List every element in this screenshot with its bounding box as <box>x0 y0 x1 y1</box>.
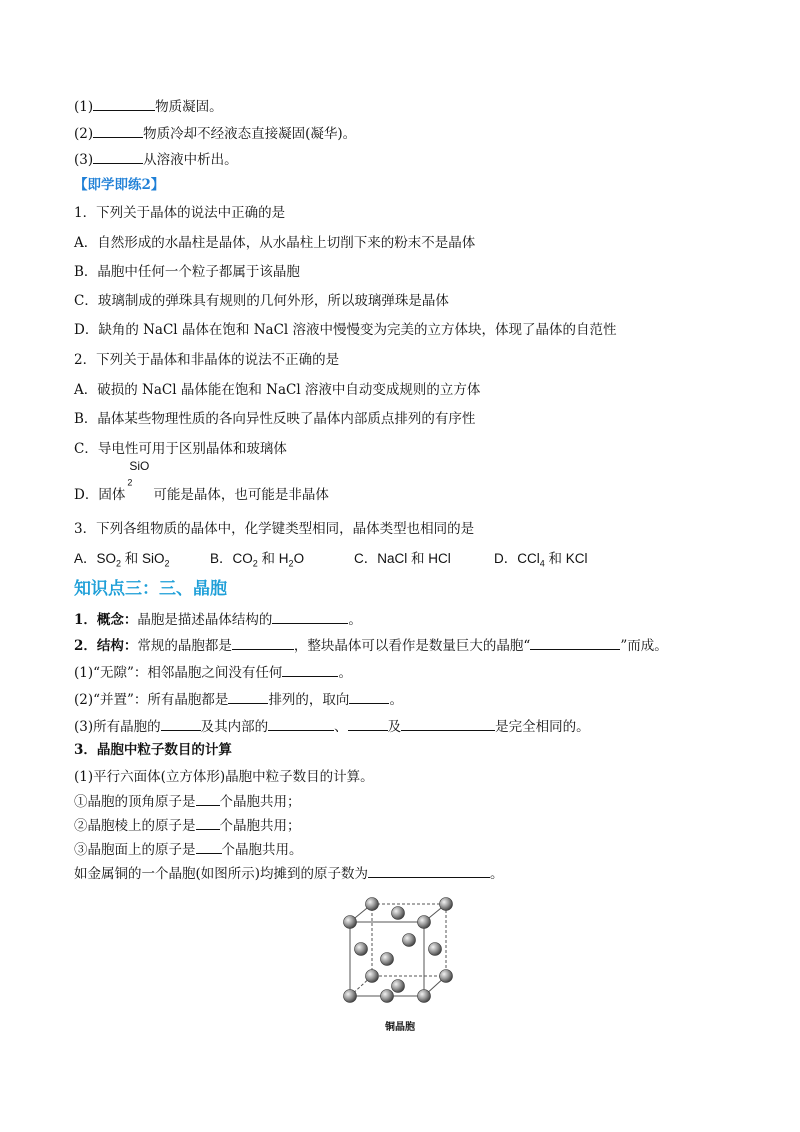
face-atom <box>381 953 394 966</box>
concept-line: 1．概念：晶胞是描述晶体结构的 。 <box>74 612 362 628</box>
answer-blank[interactable] <box>232 636 294 650</box>
item-number: (1) <box>74 99 94 115</box>
practice-heading: 【即学即练2】 <box>74 177 165 193</box>
face-atom <box>392 907 405 920</box>
fill-line-3 <box>74 150 238 169</box>
fill-line-1 <box>74 97 223 116</box>
option-2c[interactable]: C．导电性可用于区别晶体和玻璃体 <box>74 441 287 457</box>
face-atom <box>403 934 416 947</box>
copper-unit-cell-figure <box>330 890 470 1035</box>
answer-blank[interactable] <box>228 690 268 704</box>
answer-blank[interactable] <box>401 717 495 731</box>
calc-face: ③晶胞面上的原子是 个晶胞共用。 <box>74 842 303 858</box>
face-atom <box>381 990 394 1003</box>
answer-blank[interactable] <box>349 690 389 704</box>
options-3 <box>74 550 588 573</box>
answer-blank[interactable] <box>282 663 338 677</box>
calc-vertex: ①晶胞的顶角原子是 个晶胞共用； <box>74 794 301 810</box>
corner-atom <box>344 916 357 929</box>
calc-copper: 如金属铜的一个晶胞(如图所示)均摊到的原子数为 。 <box>74 866 504 882</box>
corner-atom <box>440 970 453 983</box>
answer-blank[interactable] <box>196 840 222 854</box>
sio2-formula: SiO $_2$ <box>127 459 150 488</box>
answer-blank[interactable] <box>93 124 143 138</box>
answer-blank[interactable] <box>272 610 348 624</box>
fill-line-2 <box>74 124 356 143</box>
answer-blank[interactable] <box>93 97 155 111</box>
option-1d[interactable]: D．缺角的 NaCl 晶体在饱和 NaCl 溶液中慢慢变为完美的立方体块，体现了晶体的自范性 <box>74 322 617 338</box>
figure-caption: 铜晶胞 <box>385 1022 415 1033</box>
option-1a[interactable]: A．自然形成的水晶柱是晶体，从水晶柱上切削下来的粉末不是晶体 <box>74 235 476 251</box>
calc-edge: ②晶胞棱上的原子是 个晶胞共用； <box>74 818 301 834</box>
question-1: 1．下列关于晶体的说法中正确的是 <box>74 205 286 221</box>
fcc-cell-diagram <box>330 890 470 1015</box>
face-atom <box>429 943 442 956</box>
answer-blank[interactable] <box>161 717 201 731</box>
answer-blank[interactable] <box>196 816 220 830</box>
structure-3: (3)所有晶胞的 及其内部的 、 及 是完全相同的。 <box>74 719 590 735</box>
corner-atom <box>366 898 379 911</box>
answer-blank[interactable] <box>368 864 490 878</box>
question-3: 3．下列各组物质的晶体中，化学键类型相同，晶体类型也相同的是 <box>74 521 475 537</box>
option-1c[interactable]: C．玻璃制成的弹珠具有规则的几何外形，所以玻璃弹珠是晶体 <box>74 293 449 309</box>
option-3d[interactable]: D．CCl$_4$ 和 KCl <box>494 551 588 569</box>
answer-blank[interactable] <box>93 150 143 164</box>
corner-atom <box>418 990 431 1003</box>
option-2b[interactable]: B．晶体某些物理性质的各向异性反映了晶体内部质点排列的有序性 <box>74 411 476 427</box>
corner-atom <box>440 898 453 911</box>
answer-blank[interactable] <box>268 717 334 731</box>
item-number: (3) <box>74 152 94 168</box>
question-2: 2．下列关于晶体和非晶体的说法不正确的是 <box>74 352 340 368</box>
face-atom <box>392 980 405 993</box>
calc-heading: 3．晶胞中粒子数目的计算 <box>74 742 232 758</box>
corner-atom <box>366 970 379 983</box>
face-atom <box>355 943 368 956</box>
option-2d[interactable]: D．固体 SiO $_2$ 可能是晶体，也可能是非晶体 <box>74 459 329 503</box>
option-2a[interactable]: A．破损的 NaCl 晶体能在饱和 NaCl 溶液中自动变成规则的立方体 <box>74 382 481 398</box>
structure-1: (1)“无隙”：相邻晶胞之间没有任何 。 <box>74 665 352 681</box>
line-text: 物质冷却不经液态直接凝固(凝华)。 <box>143 126 357 142</box>
section-title: 知识点三：三、晶胞 <box>74 579 227 599</box>
line-text: 物质凝固。 <box>155 99 223 115</box>
answer-blank[interactable] <box>348 717 388 731</box>
option-3c[interactable]: C．NaCl 和 HCl <box>354 551 451 566</box>
calc-1: (1)平行六面体(立方体形)晶胞中粒子数目的计算。 <box>74 769 374 785</box>
line-text: 从溶液中析出。 <box>143 152 238 168</box>
answer-blank[interactable] <box>196 792 220 806</box>
item-number: (2) <box>74 126 94 142</box>
option-3a[interactable]: A．$SO_2$ 和 SiO$_2$ <box>74 551 170 569</box>
corner-atom <box>418 916 431 929</box>
structure-line: 2．结构：常规的晶胞都是 ，整块晶体可以看作是数量巨大的晶胞“ ”而成。 <box>74 638 668 654</box>
corner-atom <box>344 990 357 1003</box>
structure-2: (2)“并置”：所有晶胞都是 排列的，取向 。 <box>74 692 403 708</box>
option-3b[interactable]: B．$CO_2$ 和 $H_2O$ <box>210 551 305 569</box>
answer-blank[interactable] <box>530 636 620 650</box>
option-1b[interactable]: B．晶胞中任何一个粒子都属于该晶胞 <box>74 264 300 280</box>
